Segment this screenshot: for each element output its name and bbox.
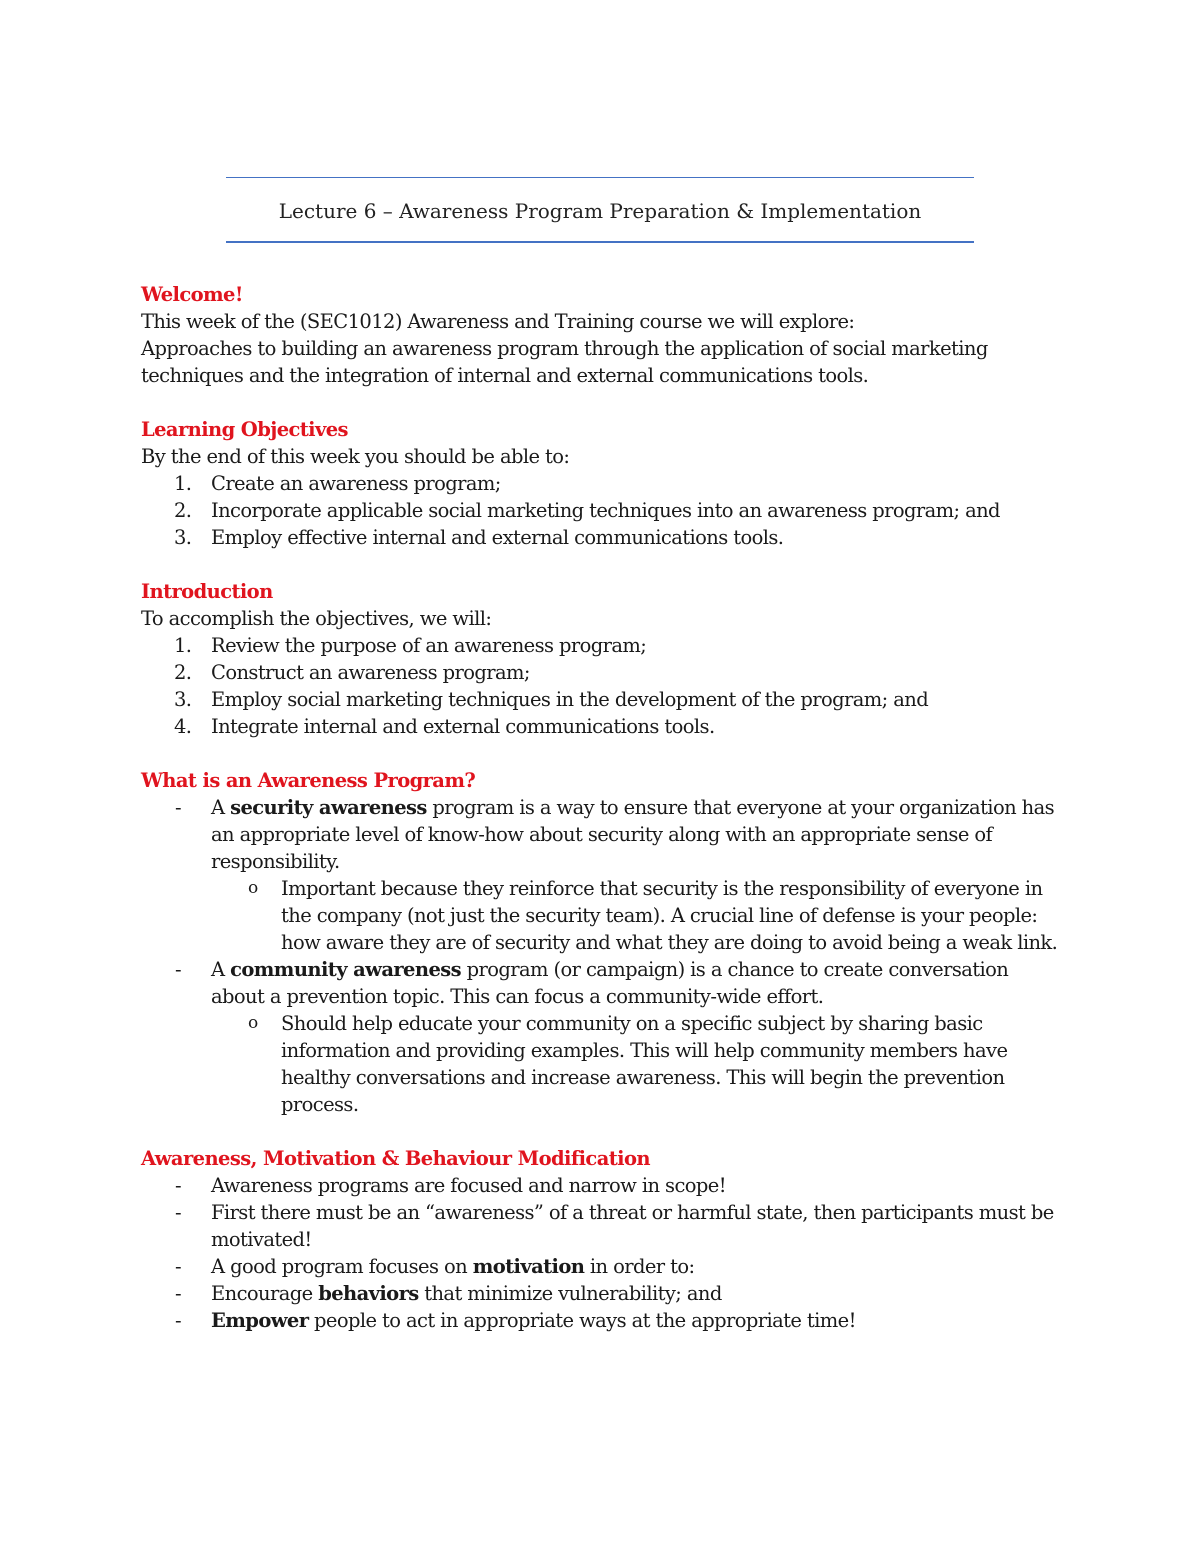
item-number: 2. bbox=[174, 661, 192, 684]
item-text-pre: A bbox=[211, 796, 231, 819]
item-number: 3. bbox=[174, 526, 192, 549]
program-subitem bbox=[211, 1010, 1061, 1118]
motivation-section bbox=[141, 1145, 1061, 1334]
introduction-intro: To accomplish the objectives, we will: bbox=[141, 607, 492, 630]
item-text-bold: behaviors bbox=[318, 1282, 419, 1305]
item-text: Construct an awareness program; bbox=[211, 661, 530, 684]
item-text-bold: Empower bbox=[211, 1309, 309, 1332]
item-text: Integrate internal and external communications tools. bbox=[211, 715, 715, 738]
dash-bullet: - bbox=[175, 1174, 181, 1197]
subitem-text: Should help educate your community on a specific subject by sharing basic information and providing examples. This will help community members have healthy conversations and increase awareness. This will begin the prevention process. bbox=[281, 1012, 1008, 1116]
subitem-text: Important because they reinforce that security is the responsibility of everyone in the company (not just the security team). A crucial line of defense is your people: how aware they are of security and what they are doing to avoid being a weak link. bbox=[281, 877, 1058, 954]
item-text: Employ effective internal and external communications tools. bbox=[211, 526, 784, 549]
introduction-section bbox=[141, 578, 1061, 740]
program-item-security bbox=[141, 794, 1061, 956]
item-text: Employ social marketing techniques in the development of the program; and bbox=[211, 688, 929, 711]
welcome-line-1: This week of the (SEC1012) Awareness and Training course we will explore: bbox=[141, 310, 855, 333]
program-list bbox=[141, 794, 1061, 1118]
item-text: First there must be an “awareness” of a threat or harmful state, then participants must be motivated! bbox=[211, 1201, 1054, 1251]
item-text-post: people to act in appropriate ways at the appropriate time! bbox=[308, 1309, 856, 1332]
motivation-item bbox=[141, 1253, 1061, 1280]
item-text-pre: A good program focuses on bbox=[211, 1255, 473, 1278]
welcome-section bbox=[141, 281, 1061, 389]
objective-item bbox=[141, 470, 1061, 497]
circle-bullet: o bbox=[248, 1013, 258, 1033]
item-number: 1. bbox=[174, 472, 192, 495]
motivation-item bbox=[141, 1199, 1061, 1253]
dash-bullet: - bbox=[175, 796, 181, 819]
item-text-post: program is a way to ensure that everyone at your organization has an appropriate level of know-how about security along with an appropriate sense of responsibility. bbox=[211, 796, 1055, 873]
introduction-item bbox=[141, 659, 1061, 686]
dash-bullet: - bbox=[175, 1255, 181, 1278]
objectives-list bbox=[141, 470, 1061, 551]
dash-bullet: - bbox=[175, 1309, 181, 1332]
document-body bbox=[141, 281, 1061, 1361]
objective-item bbox=[141, 524, 1061, 551]
item-text: Review the purpose of an awareness program; bbox=[211, 634, 647, 657]
introduction-item bbox=[141, 686, 1061, 713]
program-heading: What is an Awareness Program? bbox=[141, 769, 476, 792]
objectives-intro: By the end of this week you should be able to: bbox=[141, 445, 570, 468]
motivation-heading: Awareness, Motivation & Behaviour Modification bbox=[141, 1147, 650, 1170]
title-rule-bottom bbox=[226, 241, 974, 243]
introduction-list bbox=[141, 632, 1061, 740]
item-text-bold: security awareness bbox=[230, 796, 427, 819]
item-text: Awareness programs are focused and narrow in scope! bbox=[211, 1174, 726, 1197]
item-number: 4. bbox=[174, 715, 192, 738]
item-text-bold: community awareness bbox=[230, 958, 462, 981]
dash-bullet: - bbox=[175, 1282, 181, 1305]
dash-bullet: - bbox=[175, 958, 181, 981]
motivation-list bbox=[141, 1172, 1061, 1334]
program-item-community bbox=[141, 956, 1061, 1118]
introduction-item bbox=[141, 713, 1061, 740]
document-title: Lecture 6 – Awareness Program Preparation & Implementation bbox=[278, 199, 922, 223]
item-text-post: that minimize vulnerability; and bbox=[418, 1282, 722, 1305]
dash-bullet: - bbox=[175, 1201, 181, 1224]
objective-item bbox=[141, 497, 1061, 524]
objectives-section bbox=[141, 416, 1061, 551]
motivation-item bbox=[141, 1172, 1061, 1199]
item-text-bold: motivation bbox=[472, 1255, 585, 1278]
welcome-heading: Welcome! bbox=[141, 283, 243, 306]
introduction-item bbox=[141, 632, 1061, 659]
item-number: 3. bbox=[174, 688, 192, 711]
item-text-pre: A bbox=[211, 958, 231, 981]
item-number: 2. bbox=[174, 499, 192, 522]
welcome-line-2: Approaches to building an awareness program through the application of social marketing techniques and the integration of internal and external communications tools. bbox=[141, 337, 988, 387]
item-text-pre: Encourage bbox=[211, 1282, 319, 1305]
motivation-item bbox=[141, 1280, 1061, 1307]
program-sublist-security bbox=[211, 875, 1061, 956]
motivation-item bbox=[141, 1307, 1061, 1334]
item-text-post: program (or campaign) is a chance to create conversation about a prevention topic. This can focus a community-wide effort. bbox=[211, 958, 1009, 1008]
program-subitem bbox=[211, 875, 1061, 956]
item-text: Create an awareness program; bbox=[211, 472, 501, 495]
program-section bbox=[141, 767, 1061, 1118]
item-text-post: in order to: bbox=[584, 1255, 695, 1278]
circle-bullet: o bbox=[248, 878, 258, 898]
item-number: 1. bbox=[174, 634, 192, 657]
title-rule-top bbox=[226, 177, 974, 178]
item-text: Incorporate applicable social marketing techniques into an awareness program; and bbox=[211, 499, 1000, 522]
objectives-heading: Learning Objectives bbox=[141, 418, 348, 441]
program-sublist-community bbox=[211, 1010, 1061, 1118]
introduction-heading: Introduction bbox=[141, 580, 273, 603]
